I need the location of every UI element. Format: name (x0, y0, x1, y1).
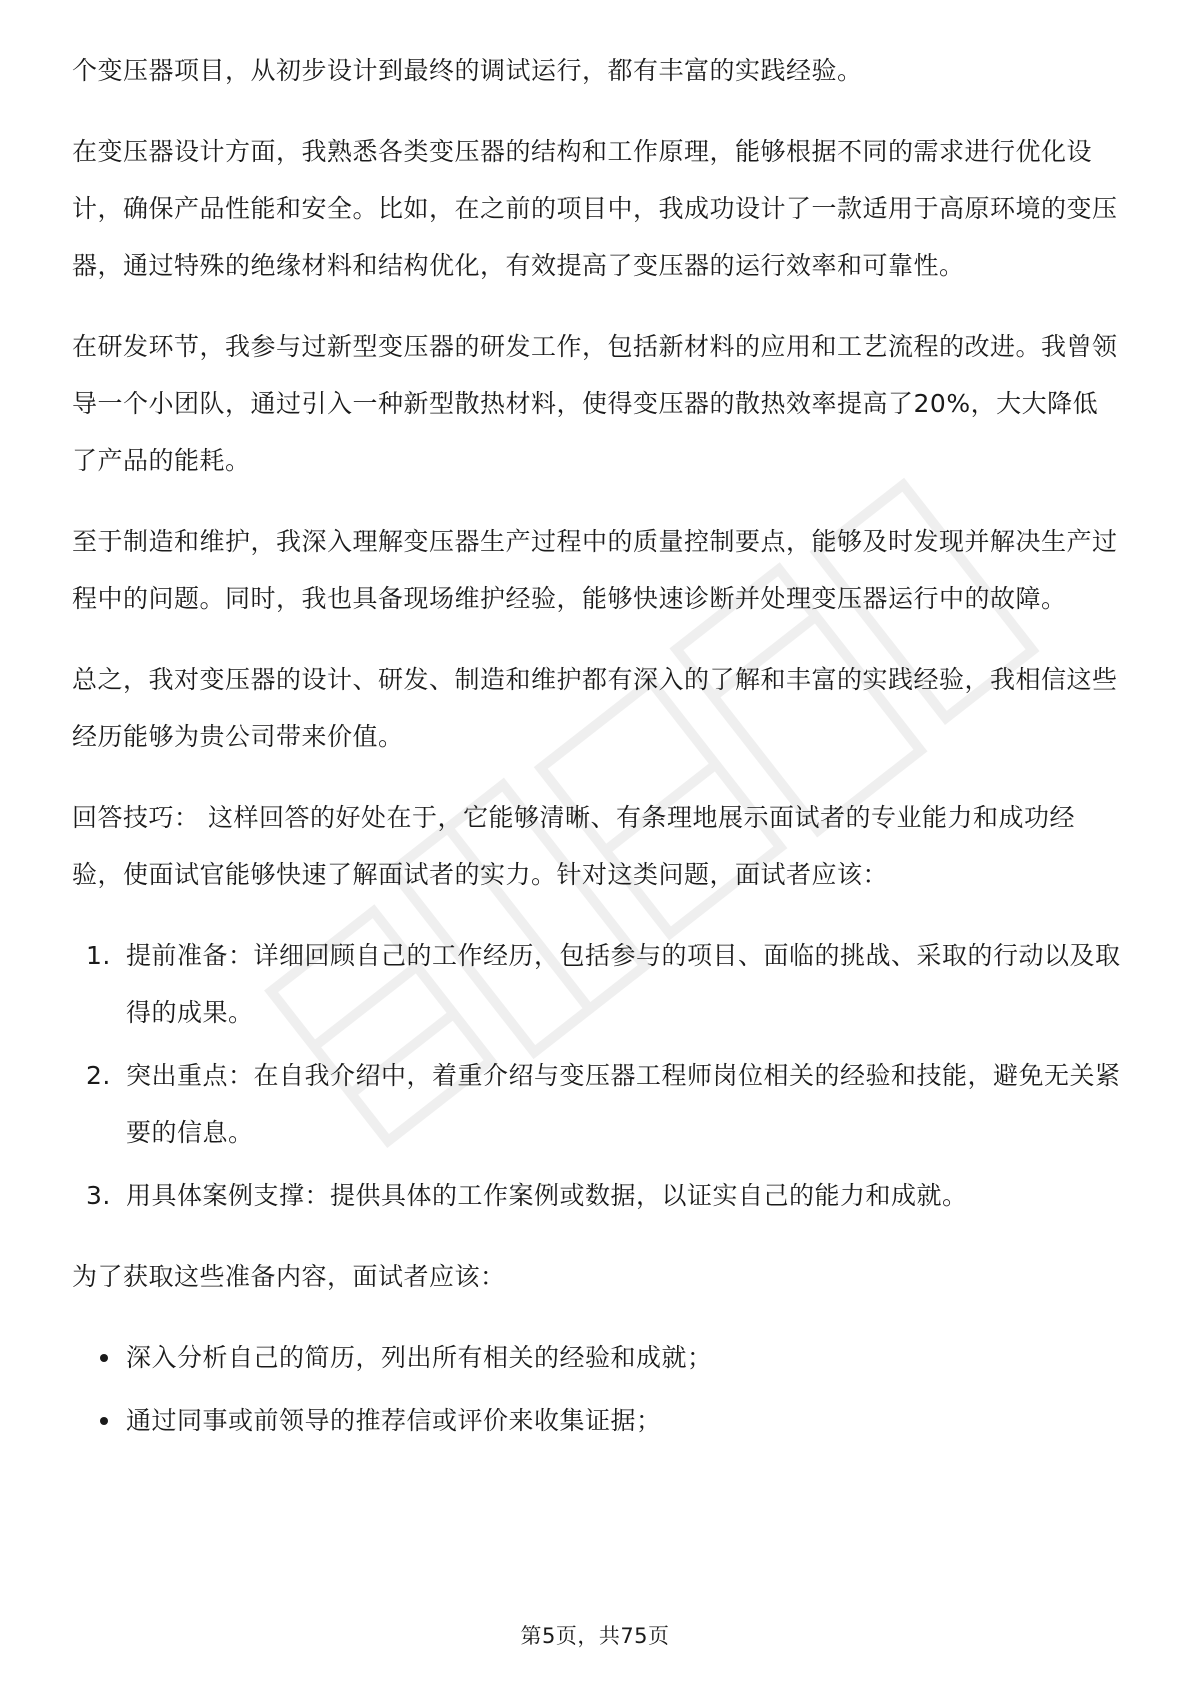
list-number: 1. (86, 941, 111, 970)
paragraph-research: 在研发环节，我参与过新型变压器的研发工作，包括新材料的应用和工艺流程的改进。我曾领导一个小团队，通过引入一种新型散热材料，使得变压器的散热效率提高了20%，大大降低了产品的能耗。 (72, 332, 1118, 475)
prep-list-item (72, 1392, 1122, 1449)
prep-list-item (72, 1329, 1122, 1386)
list-number: 3. (86, 1181, 111, 1210)
tips-list-item (72, 1047, 1122, 1161)
tip-text: 用具体案例支撑：提供具体的工作案例或数据，以证实自己的能力和成就。 (126, 1181, 968, 1210)
prep-text: 深入分析自己的简历，列出所有相关的经验和成就； (126, 1343, 713, 1372)
list-number: 2. (86, 1061, 111, 1090)
bullet-icon (100, 1354, 108, 1362)
paragraph-prep-intro: 为了获取这些准备内容，面试者应该： (72, 1262, 506, 1291)
paragraph-intro-continued: 个变压器项目，从初步设计到最终的调试运行，都有丰富的实践经验。 (72, 56, 863, 85)
tips-list-item (72, 1167, 1122, 1224)
paragraph-manufacturing: 至于制造和维护，我深入理解变压器生产过程中的质量控制要点，能够及时发现并解决生产过程中的问题。同时，我也具备现场维护经验，能够快速诊断并处理变压器运行中的故障。 (72, 527, 1118, 613)
tips-list-item (72, 927, 1122, 1041)
prep-list (72, 1329, 1122, 1449)
bullet-icon (100, 1417, 108, 1425)
page-footer: 第5页，共75页 (520, 1624, 670, 1648)
tip-text: 提前准备：详细回顾自己的工作经历，包括参与的项目、面临的挑战、采取的行动以及取得的成果。 (126, 941, 1121, 1027)
prep-text: 通过同事或前领导的推荐信或评价来收集证据； (126, 1406, 662, 1435)
paragraph-answer-tips: 回答技巧： 这样回答的好处在于，它能够清晰、有条理地展示面试者的专业能力和成功经验，使面试官能够快速了解面试者的实力。针对这类问题，面试者应该： (72, 803, 1075, 889)
paragraph-summary: 总之，我对变压器的设计、研发、制造和维护都有深入的了解和丰富的实践经验，我相信这些经历能够为贵公司带来价值。 (72, 665, 1118, 751)
tip-text: 突出重点：在自我介绍中，着重介绍与变压器工程师岗位相关的经验和技能，避免无关紧要的信息。 (126, 1061, 1121, 1147)
paragraph-design: 在变压器设计方面，我熟悉各类变压器的结构和工作原理，能够根据不同的需求进行优化设计，确保产品性能和安全。比如，在之前的项目中，我成功设计了一款适用于高原环境的变压器，通过特殊的绝缘材料和结构优化，有效提高了变压器的运行效率和可靠性。 (72, 137, 1118, 280)
document-page (72, 42, 1122, 1473)
tips-list (72, 927, 1122, 1224)
